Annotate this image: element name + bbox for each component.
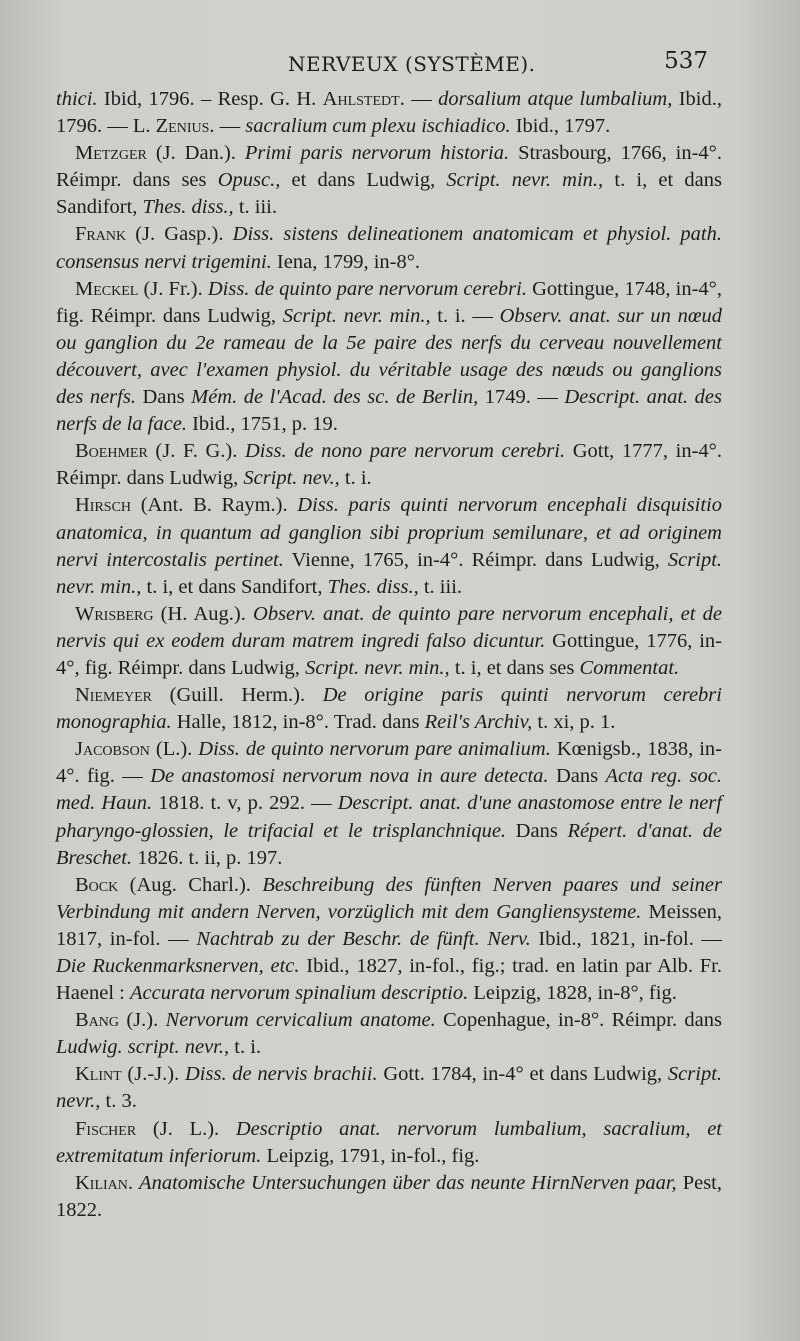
bibliography-entry xyxy=(56,438,722,492)
work-title: dorsalium atque lumbalium, xyxy=(438,88,673,110)
entry-text: t. iii. xyxy=(233,196,277,219)
work-title: Diss. de nervis brachii. xyxy=(184,1063,378,1086)
work-title: Script. nevr., xyxy=(56,1063,723,1113)
bibliography-entry xyxy=(56,1170,722,1224)
entry-text: Pest, 1822. xyxy=(56,1171,722,1221)
work-title: Ludwig. script. nevr., xyxy=(56,1036,230,1059)
entry-text: Ibid, 1796. – Resp. G. H. xyxy=(97,88,323,110)
author-name: Frank xyxy=(75,223,127,246)
author-name: Zenius. xyxy=(155,115,215,138)
work-title: Diss. sistens delineationem anatomicam et physiol. path. consensus nervi trigemini. xyxy=(56,223,723,273)
work-title: Diss. de quinto nervorum pare animalium. xyxy=(198,738,551,761)
entry-text: Gottingue, 1748, in-4°, fig. Réimpr. dans Ludwig, xyxy=(56,277,722,327)
author-name: Hirsch xyxy=(75,494,132,517)
author-name: Fischer xyxy=(75,1117,137,1140)
entry-text: t. iii. xyxy=(418,575,463,598)
entry-text: t. i, et dans Sandifort, xyxy=(141,575,328,598)
bibliography-entry xyxy=(56,872,722,1007)
author-name: Meckel xyxy=(75,277,139,300)
work-title: Acta reg. soc. med. Haun. xyxy=(56,765,722,815)
work-title: Script. nev., xyxy=(243,467,340,490)
work-title: Nervorum cervicalium anatome. xyxy=(165,1009,436,1032)
work-title: Thes. diss., xyxy=(142,196,234,219)
author-name: Bock xyxy=(75,873,119,896)
work-title: Descript. anat. d'une anastomose entre le nerf pharyngo-glossien, le trifacial et le trisplanchnique. xyxy=(56,792,722,842)
work-title: Descriptio anat. nervorum lumbalium, sacralium, et extremitatum inferiorum. xyxy=(56,1117,722,1167)
bibliography-entry xyxy=(56,140,722,221)
bibliography-body xyxy=(56,86,722,1224)
running-head: NERVEUX (SYSTÈME). xyxy=(288,52,536,76)
work-title: Accurata nervorum spinalium descriptio. xyxy=(130,982,469,1005)
entry-text: — xyxy=(404,88,439,110)
entry-text: Strasbourg, 1766, in-4°. Réimpr. dans ses xyxy=(56,142,722,192)
work-title: sacralium cum plexu ischiadico. xyxy=(245,115,511,138)
entry-text: t. i. xyxy=(229,1036,262,1059)
bibliography-entry xyxy=(56,601,722,682)
entry-text: (Guill. Herm.). xyxy=(152,684,323,707)
page-number: 537 xyxy=(664,48,708,74)
entry-text: (J.). xyxy=(119,1009,166,1032)
entry-text: Dans xyxy=(548,765,606,788)
work-title: Die Ruckenmarksnerven, etc. xyxy=(56,955,300,977)
entry-text: Copenhague, in-8°. Réimpr. dans xyxy=(435,1009,722,1032)
entry-text: t. 3. xyxy=(100,1090,137,1113)
entry-text: Gottingue, 1776, in-4°, fig. Réimpr. dans Ludwig, xyxy=(56,629,723,679)
entry-text: Leipzig, 1828, in-8°, fig. xyxy=(468,982,677,1005)
entry-text: (H. Aug.). xyxy=(153,602,254,625)
bibliography-entry xyxy=(56,1116,722,1170)
entry-text: (Ant. B. Raym.). xyxy=(131,494,298,517)
page-header xyxy=(0,48,800,78)
bibliography-entry xyxy=(56,1061,722,1115)
author-name: Metzger xyxy=(75,142,147,165)
work-title: Diss. de nono pare nervorum cerebri. xyxy=(244,440,566,463)
entry-text: Ibid., 1751, p. 19. xyxy=(186,413,338,436)
entry-text: Halle, 1812, in-8°. Trad. dans xyxy=(171,711,425,734)
work-title: Script. nevr. min., xyxy=(446,169,604,192)
work-title: Reil's Archiv, xyxy=(424,711,533,734)
bibliography-entry xyxy=(56,86,722,140)
work-title: Commentat. xyxy=(579,656,680,679)
entry-text: et dans Ludwig, xyxy=(280,169,447,192)
work-title: Observ. anat. de quinto pare nervorum encephali, et de nervis qui ex eodem duram matrem ingredi falso dicuntur. xyxy=(56,602,722,652)
bibliography-entry xyxy=(56,492,722,600)
entry-text: Ibid., 1796. — L. xyxy=(56,88,722,138)
bibliography-entry xyxy=(56,221,722,275)
work-title: thici. xyxy=(56,88,98,110)
bibliography-entry xyxy=(56,736,722,871)
entry-text: 1826. t. ii, p. 197. xyxy=(132,846,283,869)
work-title: Descript. anat. des nerfs de la face. xyxy=(56,386,722,436)
entry-text: 1749. — xyxy=(478,386,565,409)
entry-text: — xyxy=(214,115,246,138)
author-name: Jacobson xyxy=(75,738,150,761)
entry-text: Ibid., 1827, in-fol., fig.; trad. en latin par Alb. Fr. Haenel : xyxy=(56,955,722,1005)
work-title: Mém. de l'Acad. des sc. de Berlin, xyxy=(191,386,479,409)
work-title: Diss. de quinto pare nervorum cerebri. xyxy=(207,277,527,300)
work-title: Diss. paris quinti nervorum encephali disquisitio anatomica, in quantum ad ganglion sibi proprium semilunare, et ad originem nervi intercostalis pertinet. xyxy=(56,494,722,571)
entry-text: Leipzig, 1791, in-fol., fig. xyxy=(261,1144,480,1167)
work-title: Primi paris nervorum historia. xyxy=(244,142,510,165)
bibliography-entry xyxy=(56,1007,722,1061)
bibliography-entry xyxy=(56,682,722,736)
entry-text: t. i. xyxy=(339,467,372,490)
work-title: Anatomische Untersuchungen über das neunte HirnNerven paar, xyxy=(139,1171,677,1194)
author-name: Boehmer xyxy=(75,440,148,463)
entry-text: (L.). xyxy=(149,738,199,761)
entry-text: Dans xyxy=(506,819,568,842)
work-title: Répert. d'anat. de Breschet. xyxy=(56,819,722,869)
entry-text: t. i, et dans Sandifort, xyxy=(56,169,722,219)
author-name: Wrisberg xyxy=(75,602,154,625)
entry-text: (J. Fr.). xyxy=(138,277,208,300)
entry-text: (J. F. G.). xyxy=(147,440,245,463)
entry-text: Gott, 1777, in-4°. Réimpr. dans Ludwig, xyxy=(56,440,723,490)
author-name: Klint xyxy=(75,1063,122,1086)
entry-text: Gott. 1784, in-4° et dans Ludwig, xyxy=(377,1063,668,1086)
work-title: De origine paris quinti nervorum cerebri monographia. xyxy=(56,684,722,734)
work-title: Observ. anat. sur un nœud ou ganglion du 2e rameau de la 5e paire des nerfs du cerveau nouvellement découvert, avec l'examen physiol. du véritable usage des nœuds ou ganglions des nerfs. xyxy=(56,304,723,409)
work-title: Opusc., xyxy=(217,169,281,192)
entry-text: Dans xyxy=(135,386,192,409)
work-title: Thes. diss., xyxy=(327,575,419,598)
bibliography-entry xyxy=(56,276,722,439)
entry-text: Kœnigsb., 1838, in-4°. fig. — xyxy=(56,738,722,788)
work-title: Script. nevr. min., xyxy=(305,656,450,679)
work-title: Beschreibung des fünften Nerven paares und seiner Verbindung mit andern Nerven, vorzüglich mit dem Gangliensysteme. xyxy=(56,873,722,923)
entry-text: t. i. — xyxy=(430,304,500,327)
entry-text: (J. Dan.). xyxy=(146,142,245,165)
entry-text: t. xi, p. 1. xyxy=(532,711,616,734)
work-title: Script. nevr. min., xyxy=(56,548,723,598)
work-title: Script. nevr. min., xyxy=(282,304,431,327)
entry-text: Vienne, 1765, in-4°. Réimpr. dans Ludwig, xyxy=(283,548,668,571)
author-name: Niemeyer xyxy=(75,684,153,707)
entry-text: (J.-J.). xyxy=(121,1063,185,1086)
entry-text: (J. Gasp.). xyxy=(126,223,233,246)
entry-text: Ibid., 1821, in-fol. — xyxy=(530,927,723,950)
entry-text: (J. L.). xyxy=(136,1117,236,1140)
author-name: Ahlstedt. xyxy=(322,88,405,110)
author-name: Kilian. xyxy=(75,1171,134,1194)
entry-text: t. i, et dans ses xyxy=(449,656,580,679)
work-title: Nachtrab zu der Beschr. de fünft. Nerv. xyxy=(196,927,531,950)
entry-text: Iena, 1799, in-8°. xyxy=(271,250,421,273)
entry-text: 1818. t. v, p. 292. — xyxy=(152,792,338,815)
entry-text: (Aug. Charl.). xyxy=(118,873,263,896)
entry-text: Meissen, 1817, in-fol. — xyxy=(56,900,722,950)
author-name: Bang xyxy=(75,1009,120,1032)
entry-text: Ibid., 1797. xyxy=(510,115,611,138)
work-title: De anastomosi nervorum nova in aure detecta. xyxy=(150,765,549,788)
